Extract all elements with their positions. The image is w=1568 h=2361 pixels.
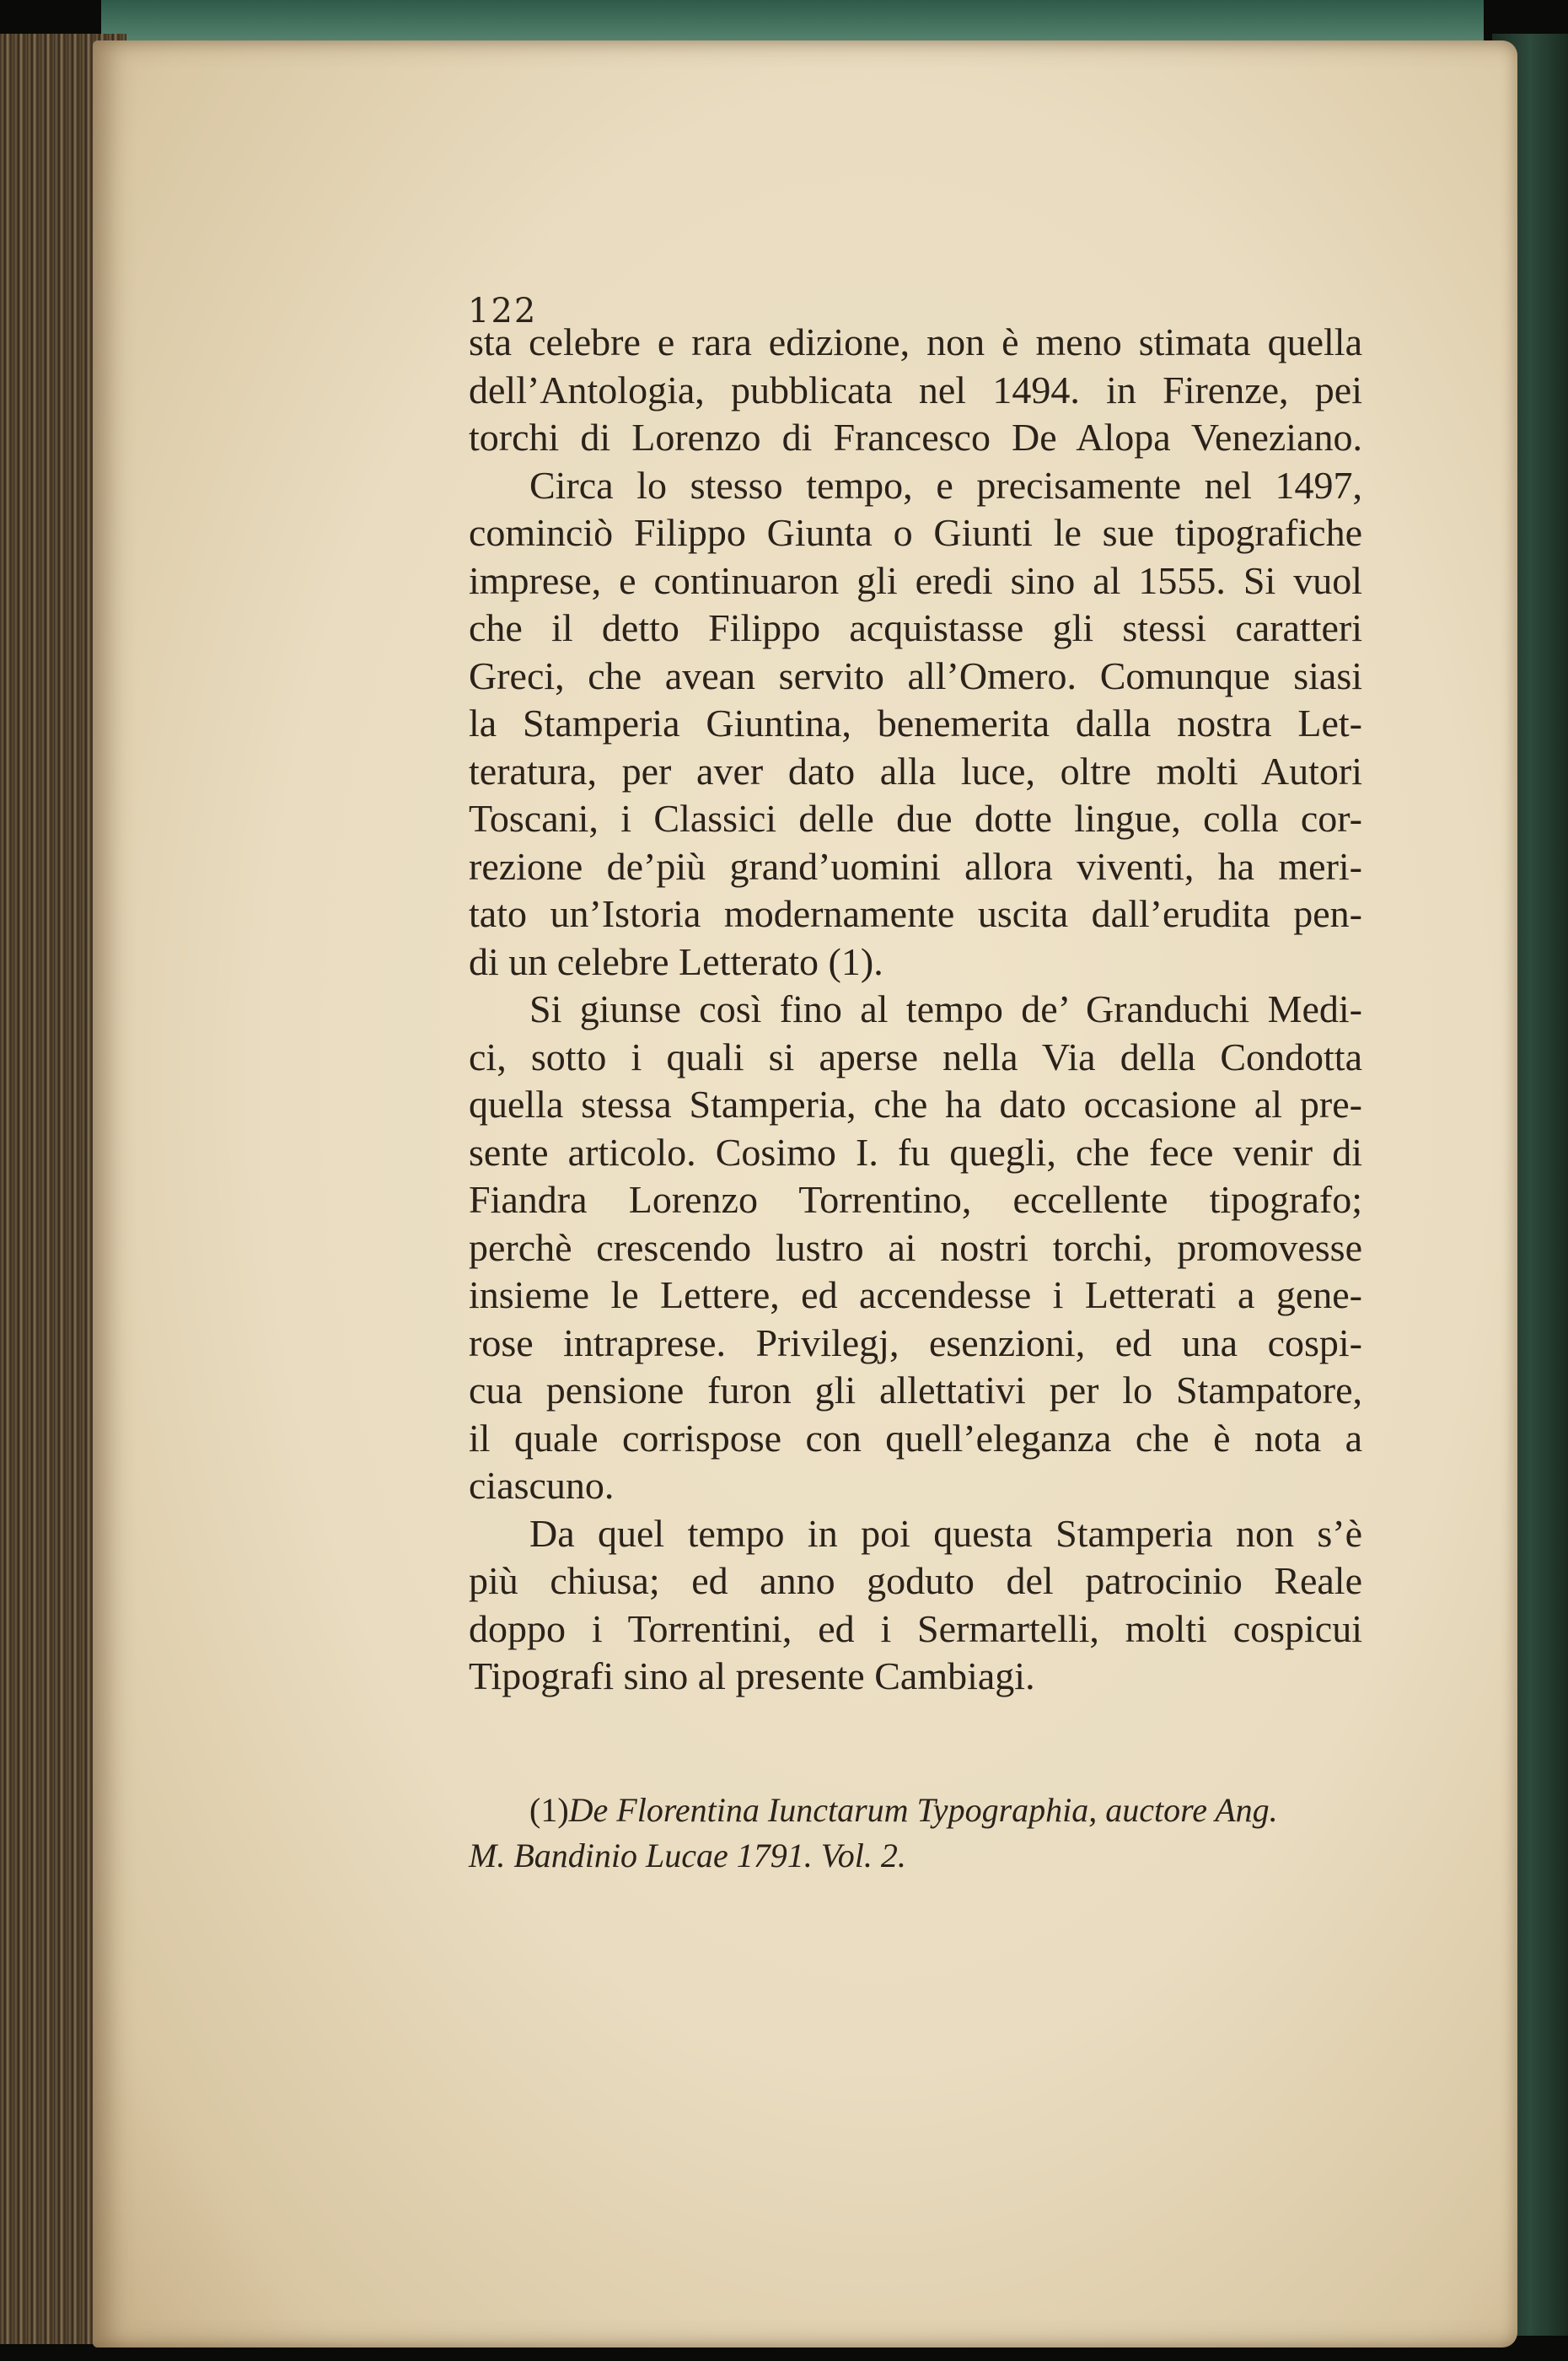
text-line: sta celebre e rara edizione, non è meno stimata quella bbox=[469, 320, 1362, 363]
text-line: che il detto Filippo acquistasse gli stessi caratteri bbox=[469, 606, 1362, 649]
text-line: perchè crescendo lustro ai nostri torchi, promovesse bbox=[469, 1225, 1362, 1269]
text-line: Fiandra Lorenzo Torrentino, eccellente tipografo; bbox=[469, 1178, 1362, 1221]
body-text bbox=[469, 319, 1362, 1701]
text-line: Si giunse così fino al tempo de’ Granduchi Medi- bbox=[529, 987, 1362, 1030]
text-line: quella stessa Stamperia, che ha dato occasione al pre- bbox=[469, 1083, 1362, 1126]
text-line: di un celebre Letterato (1). bbox=[469, 939, 883, 983]
text-line: Toscani, i Classici delle due dotte lingue, colla cor- bbox=[469, 797, 1362, 840]
text-line: dell’Antologia, pubblicata nel 1494. in Firenze, pei bbox=[469, 368, 1362, 411]
footnote-marker: (1) bbox=[529, 1791, 569, 1829]
text-line: insieme le Lettere, ed accendesse i Letterati a gene- bbox=[469, 1273, 1362, 1316]
text-line: Da quel tempo in poi questa Stamperia non s’è bbox=[529, 1511, 1362, 1555]
text-line: cua pensione furon gli allettativi per lo Stampatore, bbox=[469, 1369, 1362, 1412]
text-line: il quale corrispose con quell’eleganza che è nota a bbox=[469, 1416, 1362, 1460]
text-line: ciascuno. bbox=[469, 1464, 615, 1507]
text-line: teratura, per aver dato alla luce, oltre molti Autori bbox=[469, 749, 1362, 793]
text-line: torchi di Lorenzo di Francesco De Alopa Veneziano. bbox=[469, 416, 1362, 459]
text-line: tato un’Istoria modernamente uscita dall’erudita pen- bbox=[469, 892, 1362, 935]
text-line: doppo i Torrentini, ed i Sermartelli, molti cospicui bbox=[469, 1606, 1362, 1650]
text-line: imprese, e continuaron gli eredi sino al 1555. Si vuol bbox=[469, 558, 1362, 602]
page-number: 122 bbox=[468, 292, 538, 331]
text-line: Circa lo stesso tempo, e precisamente nel 1497, bbox=[529, 463, 1362, 507]
footnote-line bbox=[469, 1788, 1362, 1833]
footnote-citation: De Florentina Iunctarum Typographia, auctore Ang. bbox=[568, 1791, 1278, 1829]
footnote bbox=[469, 1788, 1362, 1879]
text-line: la Stamperia Giuntina, benemerita dalla nostra Let- bbox=[469, 702, 1362, 745]
text-line: rezione de’più grand’uomini allora viventi, ha meri- bbox=[469, 844, 1362, 888]
text-line: Greci, che avean servito all’Omero. Comunque siasi bbox=[469, 653, 1362, 697]
text-line: più chiusa; ed anno goduto del patrocinio Reale bbox=[469, 1559, 1362, 1602]
text-line: sente articolo. Cosimo I. fu quegli, che fece venir di bbox=[469, 1130, 1362, 1174]
footnote-line: M. Bandinio Lucae 1791. Vol. 2. bbox=[469, 1837, 906, 1874]
text-line: Tipografi sino al presente Cambiagi. bbox=[469, 1654, 1035, 1697]
text-line: ci, sotto i quali si aperse nella Via della Condotta bbox=[469, 1035, 1362, 1078]
text-line: cominciò Filippo Giunta o Giunti le sue tipografiche bbox=[469, 511, 1362, 554]
text-line: rose intraprese. Privilegj, esenzioni, ed una cospi- bbox=[469, 1320, 1362, 1364]
